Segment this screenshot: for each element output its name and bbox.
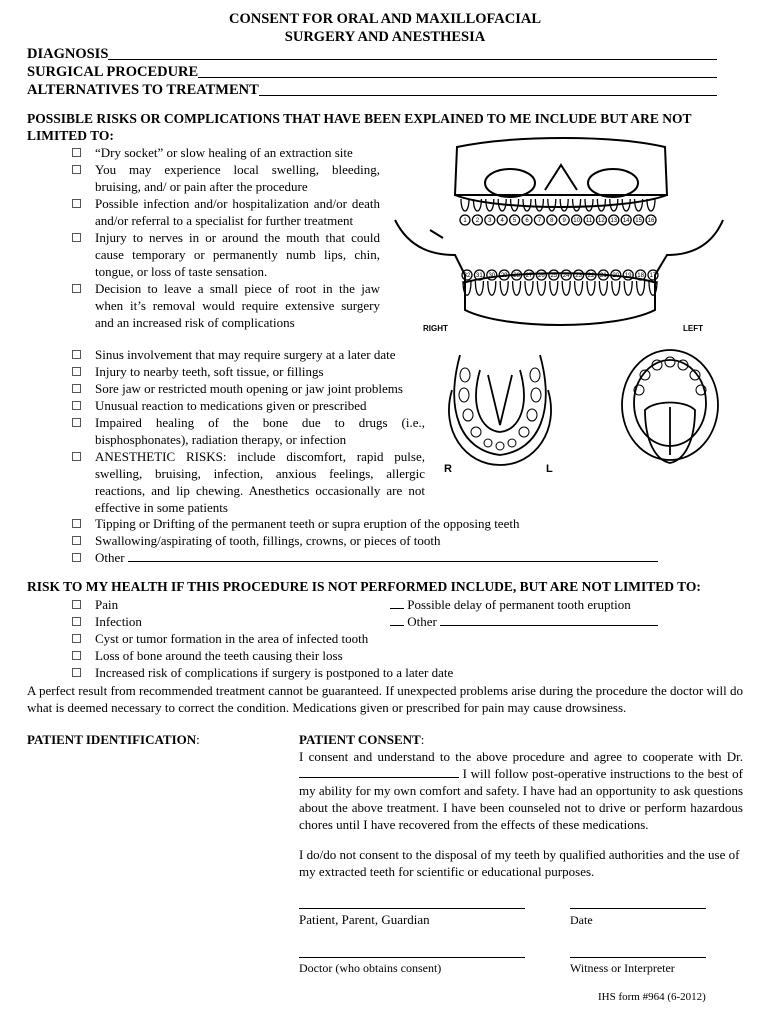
l-label: L xyxy=(546,463,553,475)
upper-tooth-number: 16 xyxy=(647,218,655,224)
risk-item[interactable]: You may experience local swelling, bleeding, bruising, and/ or pain after the procedure xyxy=(72,161,380,195)
form-title-line2: SURGERY AND ANESTHESIA xyxy=(284,29,486,45)
checkbox[interactable] xyxy=(72,418,81,427)
lower-tooth xyxy=(575,281,583,295)
health-risk-item[interactable]: Pain xyxy=(72,596,512,613)
patient-signature-line[interactable] xyxy=(299,908,525,909)
upper-tooth xyxy=(560,199,568,211)
lower-tooth xyxy=(475,281,483,295)
consent-paragraph: I consent and understand to the above procedure and agree to cooperate with Dr. I will follow post-operative instructions to the best of my ability for my own comfort and safety. I have had an opportunity to ask questions about the above treatment. I have been counseled not to drive or perform hazardous chores until I have recovered from the effects of these medications. xyxy=(299,749,743,832)
risk-item[interactable]: Injury to nerves in or around the mouth that could cause temporary or permanently numb lips, chin, tongue, or loss of taste sensation. xyxy=(72,229,380,280)
upper-tooth-number: 3 xyxy=(488,218,492,224)
lower-tooth xyxy=(525,281,533,295)
risk-other-line[interactable] xyxy=(128,550,658,562)
upper-tooth-number: 4 xyxy=(500,218,504,224)
lower-tooth-number: 23 xyxy=(575,273,582,279)
upper-tooth-number: 7 xyxy=(537,218,542,224)
risk-item[interactable]: Tipping or Drifting of the permanent teeth or supra eruption of the opposing teeth xyxy=(72,515,692,532)
upper-tooth-number: 12 xyxy=(598,218,605,224)
surgical-procedure-label: SURGICAL PROCEDURE xyxy=(27,64,199,80)
risks-heading: POSSIBLE RISKS OR COMPLICATIONS THAT HAVE BEEN EXPLAINED TO ME INCLUDE BUT ARE NOT LIMITED TO: xyxy=(27,111,692,143)
lower-tooth xyxy=(612,281,620,295)
lower-tooth xyxy=(637,281,645,295)
upper-tooth xyxy=(622,199,630,211)
checkbox[interactable] xyxy=(72,536,81,545)
lower-tooth-number: 21 xyxy=(600,273,607,279)
checkbox[interactable] xyxy=(72,617,81,626)
lower-tooth xyxy=(488,281,496,295)
upper-tooth-number: 11 xyxy=(585,218,593,224)
doctor-signature-line[interactable] xyxy=(299,957,525,958)
upper-tooth-number: 6 xyxy=(525,218,529,224)
form-footer: IHS form #964 (6-2012) xyxy=(598,991,706,1003)
doctor-signature-label: Doctor (who obtains consent) xyxy=(299,961,442,975)
patient-identification-heading: PATIENT IDENTIFICATION: xyxy=(27,732,200,747)
checkbox[interactable] xyxy=(72,384,81,393)
health-risk-right-other[interactable]: Other xyxy=(390,613,690,630)
alternatives-line[interactable] xyxy=(259,95,717,96)
risk-item[interactable]: Sore jaw or restricted mouth opening or jaw joint problems xyxy=(72,380,432,397)
form-title-line1: CONSENT FOR ORAL AND MAXILLOFACIAL xyxy=(228,11,542,27)
date-label: Date xyxy=(570,913,593,927)
risk-item[interactable]: Injury to nearby teeth, soft tissue, or fillings xyxy=(72,363,432,380)
alternatives-field[interactable] xyxy=(27,81,717,99)
witness-signature-label: Witness or Interpreter xyxy=(570,961,675,975)
upper-tooth-number: 8 xyxy=(550,218,554,224)
lower-arch-diagram xyxy=(440,350,560,475)
lower-tooth-number: 19 xyxy=(624,273,632,279)
blank-line[interactable] xyxy=(390,614,404,626)
upper-tooth-number: 1 xyxy=(463,218,467,224)
patient-consent-heading: PATIENT CONSENT: xyxy=(299,732,425,747)
checkbox[interactable] xyxy=(72,199,81,208)
lower-tooth-number: 22 xyxy=(587,273,595,279)
upper-tooth-number: 2 xyxy=(475,218,480,224)
date-line[interactable] xyxy=(570,908,706,909)
risk-item[interactable]: “Dry socket” or slow healing of an extraction site xyxy=(72,144,380,161)
upper-tooth-number: 5 xyxy=(512,218,517,224)
checkbox[interactable] xyxy=(72,452,81,461)
checkbox[interactable] xyxy=(72,600,81,609)
risks-list-bottom xyxy=(72,515,692,566)
diagnosis-line[interactable] xyxy=(108,59,717,60)
risk-item[interactable]: Unusual reaction to medications given or prescribed xyxy=(72,397,432,414)
risk-item[interactable]: Decision to leave a small piece of root in the jaw when it’s removal would require extensive surgery and an increased risk of complications xyxy=(72,280,380,331)
patient-signature-label: Patient, Parent, Guardian xyxy=(299,912,430,927)
lower-tooth-number: 27 xyxy=(525,273,533,279)
health-risk-item[interactable]: Loss of bone around the teeth causing their loss xyxy=(72,647,512,664)
health-risk-item[interactable]: Cyst or tumor formation in the area of infected tooth xyxy=(72,630,512,647)
checkbox[interactable] xyxy=(72,634,81,643)
checkbox[interactable] xyxy=(72,519,81,528)
risks-list-upper xyxy=(72,144,380,331)
checkbox[interactable] xyxy=(72,401,81,410)
lower-tooth-number: 25 xyxy=(550,273,558,279)
r-label: R xyxy=(444,463,452,475)
lower-tooth xyxy=(513,281,521,295)
lower-tooth xyxy=(562,281,570,295)
health-risk-right-1[interactable]: Possible delay of permanent tooth eruption xyxy=(390,596,690,613)
upper-tooth xyxy=(548,199,556,211)
other-line[interactable] xyxy=(440,614,658,626)
risk-item[interactable]: ANESTHETIC RISKS: include discomfort, rapid pulse, swelling, bruising, infection, anxious feelings, allergic reactions, and lip chewing. Anesthetics occasionally are not effective in some patients xyxy=(72,448,425,516)
dental-chart-diagram xyxy=(385,135,735,340)
checkbox[interactable] xyxy=(72,350,81,359)
open-mouth-diagram xyxy=(615,345,725,475)
lower-tooth xyxy=(587,281,595,295)
lower-tooth-number: 17 xyxy=(649,273,657,279)
lower-tooth-number: 20 xyxy=(612,273,620,279)
risk-item[interactable]: Sinus involvement that may require surgery at a later date xyxy=(72,346,432,363)
upper-tooth-number: 15 xyxy=(635,218,642,224)
lower-tooth xyxy=(550,281,558,295)
lower-tooth-number: 18 xyxy=(637,273,644,279)
risks-list-middle xyxy=(72,346,432,414)
lower-tooth-number: 24 xyxy=(562,273,570,279)
lower-tooth-number: 29 xyxy=(500,273,508,279)
lower-tooth xyxy=(624,281,632,295)
checkbox[interactable] xyxy=(72,284,81,293)
health-risks-heading: RISK TO MY HEALTH IF THIS PROCEDURE IS NOT PERFORMED INCLUDE, BUT ARE NOT LIMITED TO: xyxy=(27,579,701,594)
diagnosis-label: DIAGNOSIS xyxy=(27,46,109,62)
disclaimer-text: A perfect result from recommended treatment cannot be guaranteed. If unexpected problems arise during the procedure the doctor will do what is deemed necessary to correct the condition. Medications given or prescribed for pain may cause drowsiness. xyxy=(27,683,743,715)
alternatives-label: ALTERNATIVES TO TREATMENT xyxy=(27,82,259,98)
lower-tooth-number: 26 xyxy=(538,273,545,279)
upper-tooth-number: 9 xyxy=(562,218,566,224)
left-label: LEFT xyxy=(683,324,703,333)
upper-tooth-number: 14 xyxy=(622,218,630,224)
risk-item[interactable]: Possible infection and/or hospitalization and/or death and/or referral to a specialist for further treatment xyxy=(72,195,380,229)
risks-list-lower xyxy=(72,414,425,516)
risk-item-other[interactable]: Other xyxy=(72,549,692,566)
lower-tooth xyxy=(500,281,508,295)
lower-tooth xyxy=(537,281,545,295)
upper-tooth-number: 13 xyxy=(610,218,618,224)
disposal-consent-paragraph: I do/do not consent to the disposal of my teeth by qualified authorities and the use of my extracted teeth for scientific or educational purposes. xyxy=(299,847,740,879)
doctor-name-line[interactable] xyxy=(299,766,459,778)
upper-tooth-number: 10 xyxy=(573,218,580,224)
health-risk-item[interactable]: Infection xyxy=(72,613,512,630)
witness-signature-line[interactable] xyxy=(570,957,706,958)
lower-tooth-number: 32 xyxy=(463,273,471,279)
checkbox[interactable] xyxy=(72,233,81,242)
checkbox[interactable] xyxy=(72,668,81,677)
checkbox[interactable] xyxy=(72,651,81,660)
upper-tooth xyxy=(535,199,543,211)
lower-tooth-number: 28 xyxy=(513,273,520,279)
surgical-procedure-line[interactable] xyxy=(198,77,717,78)
upper-tooth xyxy=(461,199,469,211)
checkbox[interactable] xyxy=(72,148,81,157)
lower-tooth-number: 30 xyxy=(488,273,496,279)
health-risk-item[interactable]: Increased risk of complications if surgery is postponed to a later date xyxy=(72,664,512,681)
upper-tooth xyxy=(573,199,581,211)
risk-item[interactable]: Swallowing/aspirating of tooth, fillings, crowns, or pieces of tooth xyxy=(72,532,692,549)
surgical-procedure-field[interactable] xyxy=(27,63,717,81)
upper-tooth xyxy=(523,199,531,211)
checkbox[interactable] xyxy=(72,367,81,376)
risk-item[interactable]: Impaired healing of the bone due to drugs (i.e., bisphosphonates), radiation therapy, or infection xyxy=(72,414,425,448)
upper-tooth xyxy=(585,199,593,211)
right-label: RIGHT xyxy=(423,324,448,333)
lower-tooth-number: 31 xyxy=(476,273,483,279)
blank-line[interactable] xyxy=(390,597,404,609)
checkbox[interactable] xyxy=(72,165,81,174)
diagnosis-field[interactable] xyxy=(27,45,717,63)
lower-tooth xyxy=(599,281,607,295)
checkbox[interactable] xyxy=(72,553,81,562)
upper-tooth xyxy=(486,199,494,211)
